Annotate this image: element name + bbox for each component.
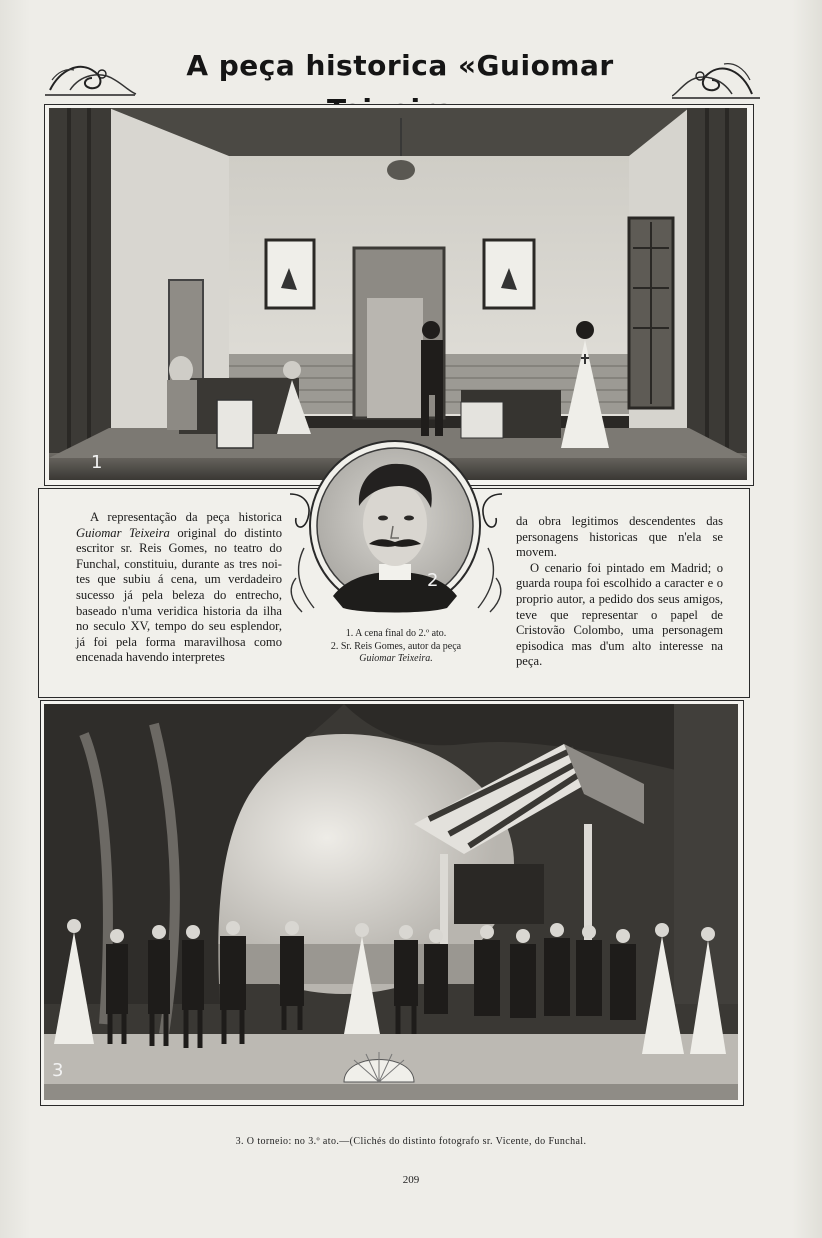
stage-photo-act-2 [49, 108, 747, 480]
photo-number-1: 1 [91, 452, 103, 473]
right-paragraph-2: O cenario foi pintado em Madrid; o guarda roupa foi escolhido a caracter e o proprio autor, a pedido dos seus amigos, teve que representar o papel de Cristovão Colombo, uma personagem episodica mas d'um alto interesse na peça. [516, 560, 723, 669]
caption-line-2: 2. Sr. Reis Gomes, autor da peça [330, 640, 462, 652]
right-paragraph-1: da obra legitimos descendentes das personagens historicas que n'ela se movem. [516, 514, 723, 560]
photo-number-2: 2 [427, 570, 439, 591]
stage-photo-act-3 [44, 704, 738, 1100]
right-text-column [516, 514, 723, 670]
play-title-italic: Guiomar Teixeira [76, 525, 170, 540]
bottom-caption: 3. O torneio: no 3.º ato.—(Clichés do distinto fotografo sr. Vicente, do Funchal. [235, 1136, 587, 1147]
left-medallion-ornament [284, 488, 318, 618]
portrait-medallion [307, 436, 483, 616]
caption-line-1: 1. A cena final do 2.º ato. [345, 628, 447, 639]
page-title: A peça historica «Guiomar [186, 49, 614, 82]
left-text-column [76, 510, 282, 666]
left-paragraph: A representação da peça historica Guiomar Teixeira original do distinto escritor sr. Reis Gomes, no teatro do Funchal, constituiu, durante as tres noites que subiu á cena, um verdadeiro sucesso já pela beleza do entrecho, baseado n'uma veridica historia da ilha no seculo XV, tempo do seu esplendor, já foi pela forma maravilhosa como encenada havendo interpretes [76, 510, 282, 665]
right-title-ornament [672, 50, 762, 102]
page-number: 209 [402, 1174, 420, 1186]
photo-number-3: 3 [52, 1060, 64, 1081]
right-medallion-ornament [474, 488, 508, 618]
medallion-caption [296, 628, 496, 666]
caption-line-3: Guiomar Teixeira. [359, 653, 433, 664]
portrait-author [307, 436, 483, 616]
